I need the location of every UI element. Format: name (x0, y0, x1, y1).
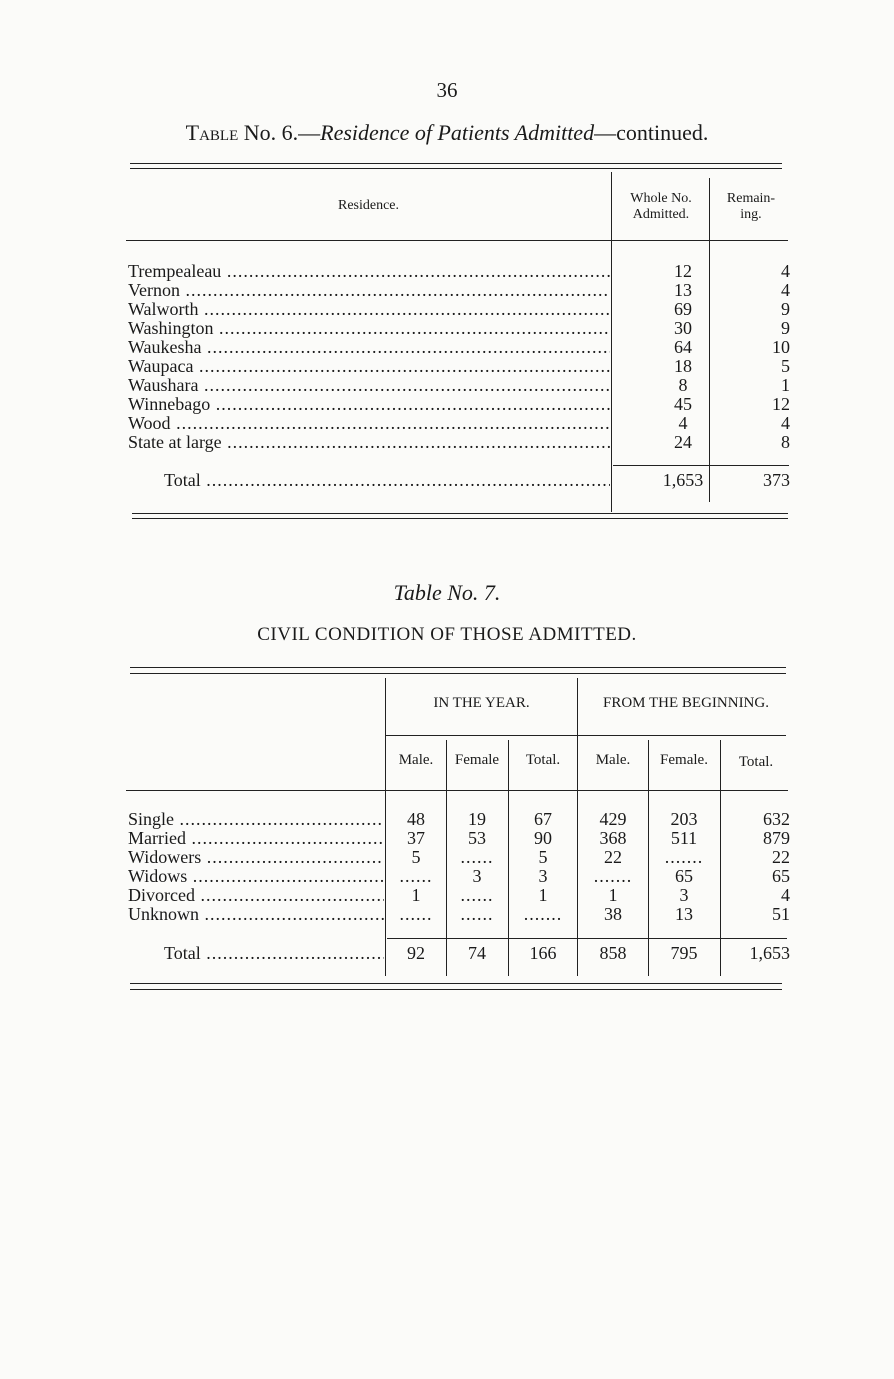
residence-label: Walworth ..... (128, 300, 610, 319)
table7-header-male-beginning: Male. (595, 752, 631, 768)
year-total-value: 67 (534, 809, 552, 829)
year-female-value: ...... (460, 904, 494, 924)
admitted-value: 8 (678, 375, 688, 395)
table7-top-rule-2 (130, 673, 786, 674)
condition-label: Unknown ..... (128, 905, 384, 924)
beginning-total-value: 22 (772, 847, 790, 867)
condition-label: Divorced ..... (128, 886, 384, 905)
admitted-value: 30 (674, 318, 692, 338)
residence-label: Winnebago ..... (128, 395, 610, 414)
residence-label: Waukesha ..... (128, 338, 610, 357)
year-male-value: 48 (407, 809, 425, 829)
beginning-total-value: 4 (781, 885, 790, 905)
condition-label: Single ..... (128, 810, 384, 829)
total-beginning-total: 1,653 (749, 943, 790, 963)
beginning-total-value: 65 (772, 866, 790, 886)
beginning-male-value: 38 (604, 904, 622, 924)
table6-header-remaining-line1: Remain- (726, 191, 776, 206)
beginning-female-value: 203 (670, 809, 698, 829)
total-label: Total ..... (164, 471, 610, 490)
year-male-value: 5 (411, 847, 421, 867)
beginning-female-value: 511 (670, 828, 698, 848)
remaining-value: 9 (781, 318, 790, 338)
table7-header-rule (126, 790, 788, 791)
admitted-value: 45 (674, 394, 692, 414)
beginning-female-value: 65 (675, 866, 693, 886)
beginning-male-value: ....... (593, 866, 633, 886)
total-year-female: 74 (468, 943, 486, 963)
table7-total-rule (387, 938, 787, 939)
table7-header-male: Male. (398, 752, 434, 768)
residence-label: Wood ..... (128, 414, 610, 433)
beginning-male-value: 429 (599, 809, 627, 829)
table6-col-divider-1 (611, 172, 612, 512)
condition-label: Married ..... (128, 829, 384, 848)
residence-label: Vernon ..... (128, 281, 610, 300)
table7-header-total: Total. (525, 752, 561, 768)
admitted-value: 4 (678, 413, 688, 433)
residence-label: Waushara ..... (128, 376, 610, 395)
beginning-total-value: 879 (763, 828, 790, 848)
table7-title: Table No. 7. (393, 580, 501, 605)
table6-total-rule (613, 465, 789, 466)
page-number: 36 (436, 78, 458, 102)
table6-header-remaining-line2: ing. (740, 207, 762, 222)
table6-title-suffix: —continued. (594, 120, 709, 145)
table6-header-remaining (710, 191, 792, 223)
table6-title-prefix: Table (185, 120, 239, 145)
year-female-value: 19 (468, 809, 486, 829)
table6-bottom-rule (132, 513, 788, 514)
total-label: Total ..... (164, 944, 384, 963)
admitted-value: 69 (674, 299, 692, 319)
total-remaining: 373 (763, 470, 790, 490)
condition-label: Widowers ..... (128, 848, 384, 867)
remaining-value: 1 (781, 375, 790, 395)
beginning-male-value: 22 (604, 847, 622, 867)
remaining-value: 4 (781, 413, 790, 433)
remaining-value: 5 (781, 356, 790, 376)
admitted-value: 13 (674, 280, 692, 300)
table7-header-total-beginning: Total. (738, 754, 774, 770)
year-female-value: ...... (460, 847, 494, 867)
total-beginning-male: 858 (599, 943, 627, 963)
residence-label: Washington ..... (128, 319, 610, 338)
table6-header-whole-no-line1: Whole No. (630, 191, 692, 206)
residence-label: Trempealeau ..... (128, 262, 610, 281)
remaining-value: 10 (772, 337, 790, 357)
year-male-value: 1 (411, 885, 421, 905)
table6-bottom-rule-2 (132, 518, 788, 519)
year-male-value: ...... (399, 904, 433, 924)
table7-subtitle: CIVIL CONDITION OF THOSE ADMITTED. (257, 624, 637, 645)
table6-title-italic: Residence of Patients Admitted (320, 120, 595, 145)
admitted-value: 24 (674, 432, 692, 452)
remaining-value: 8 (781, 432, 790, 452)
year-total-value: 1 (538, 885, 548, 905)
table7-header-female: Female (454, 752, 500, 768)
residence-label: Waupaca ..... (128, 357, 610, 376)
table6-header-residence: Residence. (337, 198, 400, 213)
admitted-value: 12 (674, 261, 692, 281)
table6-title-no: No. 6.— (243, 120, 321, 145)
residence-label: State at large ..... (128, 433, 610, 452)
table7-header-female-beginning: Female. (660, 752, 708, 768)
year-male-value: 37 (407, 828, 425, 848)
year-total-value: 90 (534, 828, 552, 848)
table7-bottom-rule-2 (130, 989, 782, 990)
total-year-male: 92 (407, 943, 425, 963)
table6-title (0, 120, 894, 146)
year-total-value: 3 (538, 866, 548, 886)
year-female-value: 53 (468, 828, 486, 848)
table7-bottom-rule (130, 983, 782, 984)
remaining-value: 4 (781, 280, 790, 300)
table6-header-whole-no (612, 191, 710, 223)
year-female-value: 3 (472, 866, 482, 886)
total-year-total: 166 (529, 943, 557, 963)
total-admitted: 1,653 (662, 470, 704, 490)
year-female-value: ...... (460, 885, 494, 905)
beginning-male-value: 1 (608, 885, 618, 905)
remaining-value: 4 (781, 261, 790, 281)
admitted-value: 64 (674, 337, 692, 357)
remaining-value: 9 (781, 299, 790, 319)
table6-top-rule-2 (130, 168, 782, 169)
year-total-value: 5 (538, 847, 548, 867)
table6-top-rule (130, 163, 782, 164)
beginning-total-value: 632 (763, 809, 790, 829)
beginning-male-value: 368 (599, 828, 627, 848)
beginning-total-value: 51 (772, 904, 790, 924)
total-beginning-female: 795 (670, 943, 698, 963)
table6-header-whole-no-line2: Admitted. (632, 207, 690, 222)
year-total-value: ....... (523, 904, 563, 924)
beginning-female-value: 13 (675, 904, 693, 924)
beginning-female-value: 3 (679, 885, 689, 905)
admitted-value: 18 (674, 356, 692, 376)
year-male-value: ...... (399, 866, 433, 886)
table7-group-from-beginning: FROM THE BEGINNING. (603, 695, 769, 711)
table7-top-rule (130, 667, 786, 668)
table7-group-rule (386, 735, 786, 736)
remaining-value: 12 (772, 394, 790, 414)
table7-group-in-year: IN THE YEAR. (433, 695, 530, 711)
beginning-female-value: ....... (664, 847, 704, 867)
condition-label: Widows ..... (128, 867, 384, 886)
table6-header-rule (126, 240, 788, 241)
